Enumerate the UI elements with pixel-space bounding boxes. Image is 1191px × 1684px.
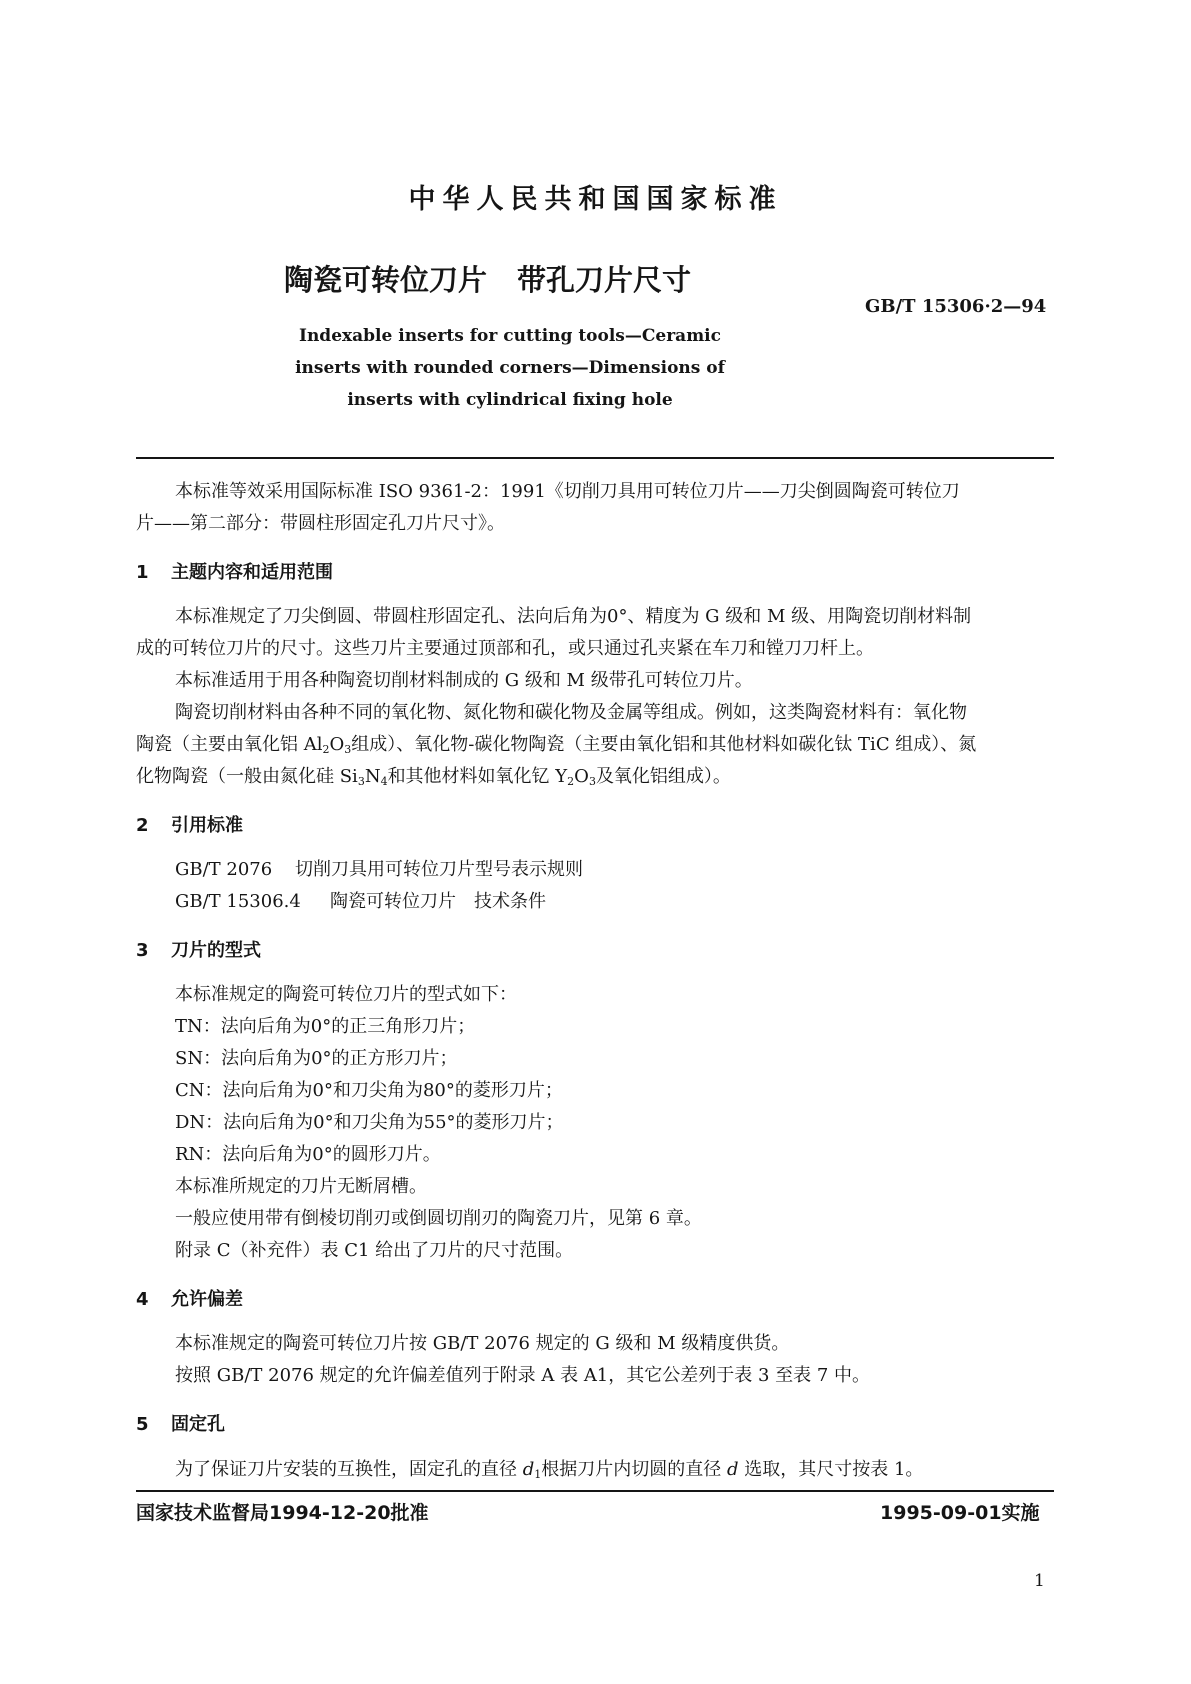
section-2-heading [136, 811, 243, 837]
approval-date: 国家技术监督局1994-12-20批准 [136, 1502, 429, 1524]
s3-note1: 本标准所规定的刀片无断屑槽。 [175, 1176, 427, 1197]
s1-p3-line3-c: 和其他材料如氧化钇 Y [387, 766, 568, 787]
s1-p3-line3 [136, 762, 731, 788]
top-divider [136, 457, 1054, 459]
s3-note3: 附录 C（补充件）表 C1 给出了刀片的尺寸范围。 [175, 1240, 574, 1261]
intro-line1: 本标准等效采用国际标准 ISO 9361-2：1991《切削刀具用可转位刀片——刀尖倒圆陶瓷可转位刀 [175, 481, 960, 502]
reference-1-code: GB/T 2076 [175, 859, 273, 880]
document-title-en [250, 320, 770, 416]
s1-p3-line2 [136, 730, 976, 756]
section-1-number: 1 [136, 562, 149, 583]
s3-item-dn: DN：法向后角为0°和刀尖角为55°的菱形刀片； [175, 1112, 564, 1133]
section-1-title: 主题内容和适用范围 [171, 562, 333, 583]
standard-code: GB/T 15306·2—94 [865, 296, 1047, 317]
section-2-number: 2 [136, 815, 149, 836]
o-subscript: 3 [344, 743, 352, 756]
section-4-title: 允许偏差 [171, 1289, 243, 1310]
d1-symbol: d [522, 1459, 535, 1480]
s1-p3-line3-d: O [574, 766, 589, 787]
d-symbol: d [727, 1459, 739, 1480]
bottom-divider [136, 1490, 1054, 1492]
s1-p3-line1: 陶瓷切削材料由各种不同的氧化物、氮化物和碳化物及金属等组成。例如，这类陶瓷材料有：氧化物 [175, 702, 967, 723]
reference-2 [175, 887, 546, 913]
n-subscript: 4 [380, 775, 388, 788]
section-3-heading [136, 936, 261, 962]
national-standard-heading: 中华人民共和国国家标准 [408, 184, 783, 215]
title-en-line2: inserts with rounded corners—Dimensions of [295, 358, 725, 378]
si-subscript: 3 [357, 775, 365, 788]
s1-p3-line3-b: N [364, 766, 381, 787]
s1-p3-line3-a: 化物陶瓷（一般由氮化硅 Si [136, 766, 358, 787]
reference-2-title: 陶瓷可转位刀片 技术条件 [330, 891, 546, 912]
s3-item-sn: SN：法向后角为0°的正方形刀片； [175, 1048, 458, 1069]
reference-1 [175, 855, 583, 881]
s1-p1-line1: 本标准规定了刀尖倒圆、带圆柱形固定孔、法向后角为0°、精度为 G 级和 M 级、用陶瓷切削材料制 [175, 606, 972, 627]
section-4-number: 4 [136, 1289, 149, 1310]
s1-p3-line2-c: 组成）、氧化物-碳化物陶瓷（主要由氧化铝和其他材料如碳化钛 TiC 组成）、氮 [351, 734, 977, 755]
section-5-title: 固定孔 [171, 1414, 225, 1435]
section-1-heading [136, 558, 333, 584]
s3-item-tn: TN：法向后角为0°的正三角形刀片； [175, 1016, 476, 1037]
s4-p1: 本标准规定的陶瓷可转位刀片按 GB/T 2076 规定的 G 级和 M 级精度供货。 [175, 1333, 790, 1354]
s3-item-cn: CN：法向后角为0°和刀尖角为80°的菱形刀片； [175, 1080, 563, 1101]
section-3-title: 刀片的型式 [171, 940, 261, 961]
o3-subscript: 3 [588, 775, 596, 788]
s5-p1-a: 为了保证刀片安装的互换性，固定孔的直径 [175, 1459, 523, 1480]
section-5-number: 5 [136, 1414, 149, 1435]
section-3-number: 3 [136, 940, 149, 961]
s3-note2: 一般应使用带有倒棱切削刃或倒圆切削刃的陶瓷刀片，见第 6 章。 [175, 1208, 702, 1229]
title-en-line1: Indexable inserts for cutting tools—Ceramic [299, 326, 721, 346]
title-en-line3: inserts with cylindrical fixing hole [347, 390, 673, 410]
title-cn-part2: 带孔刀片尺寸 [517, 263, 692, 297]
s5-p1-c: 选取，其尺寸按表 1。 [738, 1459, 924, 1480]
al-subscript: 2 [322, 743, 330, 756]
document-title-cn [284, 258, 691, 299]
d1-subscript: 1 [534, 1468, 542, 1481]
s5-p1 [175, 1455, 923, 1481]
s1-p3-line2-b: O [329, 734, 345, 755]
section-4-heading [136, 1285, 243, 1311]
s1-p3-line3-e: 及氧化铝组成）。 [595, 766, 731, 787]
s3-item-rn: RN：法向后角为0°的圆形刀片。 [175, 1144, 441, 1165]
s1-p1-line2: 成的可转位刀片的尺寸。这些刀片主要通过顶部和孔，或只通过孔夹紧在车刀和镗刀刀杆上。 [136, 638, 874, 659]
s1-p3-line2-a: 陶瓷（主要由氧化铝 Al [136, 734, 323, 755]
intro-line2: 片——第二部分：带圆柱形固定孔刀片尺寸》。 [136, 513, 505, 534]
s4-p2: 按照 GB/T 2076 规定的允许偏差值列于附录 A 表 A1，其它公差列于表 3 至表 7 中。 [175, 1365, 871, 1386]
effective-date: 1995-09-01实施 [880, 1502, 1040, 1524]
s1-p2: 本标准适用于用各种陶瓷切削材料制成的 G 级和 M 级带孔可转位刀片。 [175, 670, 753, 691]
page-number: 1 [1034, 1571, 1045, 1591]
s5-p1-b: 根据刀片内切圆的直径 [541, 1459, 727, 1480]
reference-1-title: 切削刀具用可转位刀片型号表示规则 [295, 859, 583, 880]
title-cn-part1: 陶瓷可转位刀片 [284, 263, 488, 297]
section-5-heading [136, 1410, 225, 1436]
reference-2-code: GB/T 15306.4 [175, 891, 301, 912]
y-subscript: 2 [567, 775, 575, 788]
s3-intro: 本标准规定的陶瓷可转位刀片的型式如下： [175, 984, 517, 1005]
section-2-title: 引用标准 [171, 815, 243, 836]
